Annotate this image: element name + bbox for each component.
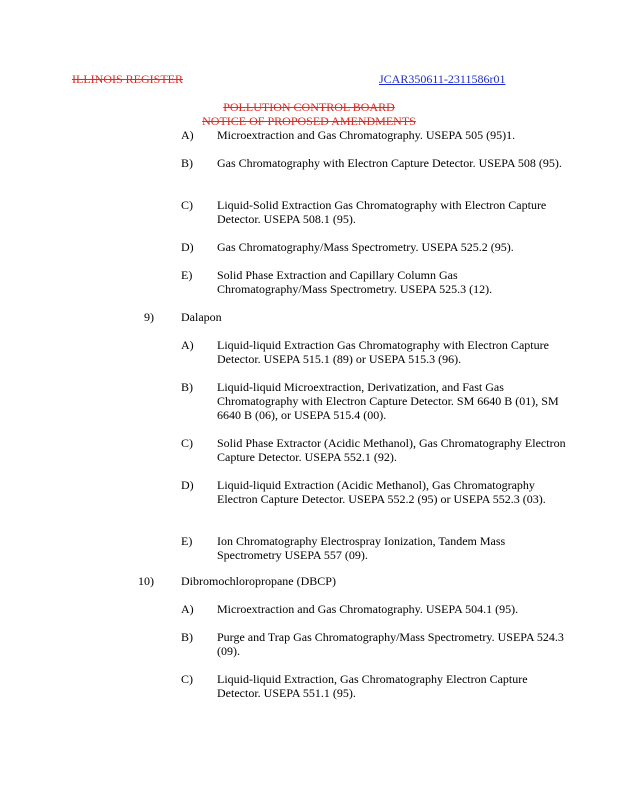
item-number: 10) <box>138 574 154 588</box>
agency-heading: POLLUTION CONTROL BOARD <box>223 100 395 114</box>
register-title: ILLINOIS REGISTER <box>72 72 183 86</box>
list-item-letter: E) <box>181 268 193 282</box>
list-item-letter: C) <box>181 198 193 212</box>
list-item-text: Purge and Trap Gas Chromatography/Mass Spectrometry. USEPA 524.3 (09). <box>217 630 564 658</box>
list-item-text: Liquid-liquid Extraction Gas Chromatography with Electron Capture Detector. USEPA 515.1 (89) or USEPA 515.3 (96). <box>217 338 549 366</box>
notice-heading: NOTICE OF PROPOSED AMENDMENTS <box>202 114 416 128</box>
item-number: 9) <box>144 310 154 324</box>
list-item-text: Microextraction and Gas Chromatography. USEPA 504.1 (95). <box>217 602 519 616</box>
list-item-letter: B) <box>181 630 193 644</box>
list-item-letter: C) <box>181 436 193 450</box>
jcar-code-link[interactable]: JCAR350611-2311586r01 <box>379 72 506 86</box>
list-item-text: Ion Chromatography Electrospray Ionization, Tandem Mass Spectrometry USEPA 557 (09). <box>217 534 506 562</box>
list-item-letter: A) <box>181 128 194 142</box>
item-title: Dalapon <box>181 310 222 324</box>
list-item-letter: C) <box>181 672 193 686</box>
item-title: Dibromochloropropane (DBCP) <box>181 574 336 588</box>
list-item-letter: E) <box>181 534 193 548</box>
list-item-letter: B) <box>181 156 193 170</box>
list-item-letter: B) <box>181 380 193 394</box>
list-item-text: Microextraction and Gas Chromatography. USEPA 505 (95)1. <box>217 128 516 142</box>
list-item-text: Liquid-Solid Extraction Gas Chromatography with Electron Capture Detector. USEPA 508.1 (95). <box>217 198 547 226</box>
list-item-text: Solid Phase Extraction and Capillary Column Gas Chromatography/Mass Spectrometry. USEPA 525.3 (12). <box>217 268 493 296</box>
list-item-text: Gas Chromatography/Mass Spectrometry. USEPA 525.2 (95). <box>217 240 514 254</box>
list-item-letter: A) <box>181 602 194 616</box>
list-item-text: Liquid-liquid Extraction (Acidic Methanol), Gas Chromatography Electron Capture Detector. USEPA 552.2 (95) or USEPA 552.3 (03). <box>217 478 546 506</box>
list-item-text: Solid Phase Extractor (Acidic Methanol), Gas Chromatography Electron Capture Detector. USEPA 552.1 (92). <box>217 436 566 464</box>
list-item-letter: D) <box>181 240 194 254</box>
list-item-text: Liquid-liquid Extraction, Gas Chromatography Electron Capture Detector. USEPA 551.1 (95). <box>217 672 528 700</box>
list-item-text: Liquid-liquid Microextraction, Derivatization, and Fast Gas Chromatography with Electron Capture Detector. SM 6640 B (01), SM 6640 B (06), or USEPA 515.4 (00). <box>217 380 559 422</box>
list-item-letter: D) <box>181 478 194 492</box>
list-item-letter: A) <box>181 338 194 352</box>
list-item-text: Gas Chromatography with Electron Capture Detector. USEPA 508 (95). <box>217 156 562 170</box>
